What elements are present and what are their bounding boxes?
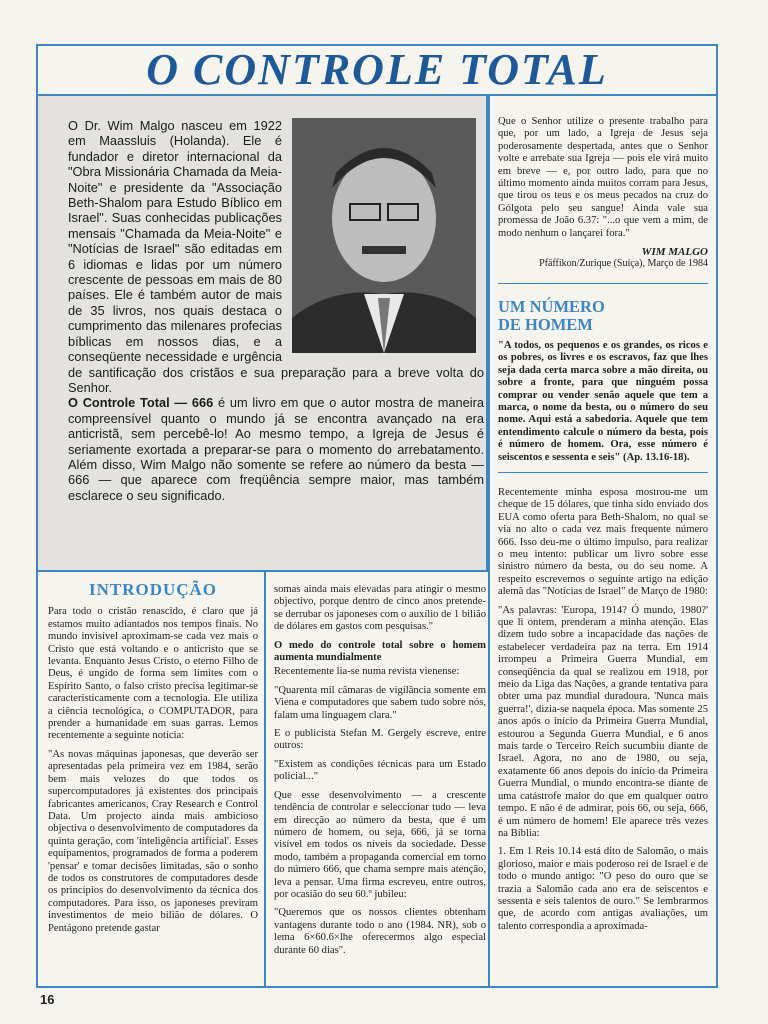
middle-column	[274, 584, 486, 963]
section-rule-2	[498, 472, 708, 473]
page-title: O CONTROLE TOTAL	[146, 44, 608, 94]
column-divider-right	[488, 96, 490, 988]
portrait-image	[292, 118, 476, 353]
bio-box	[38, 96, 488, 572]
author-photo	[292, 118, 476, 353]
intro-title: INTRODUÇÃO	[88, 580, 218, 599]
right-paragraph-4: 1. Em 1 Reis 10.14 está dito de Salomão, o mais glorioso, maior e mais poderoso rei de Israel e de todo o mundo antigo: "O peso do ouro que se trazia a Salomão cada ano era de seiscentos e sessenta e seis talentos de ouro." Se lembrarmos que, de acordo com antigas avaliações, um talento correspondia a aproximada-	[498, 846, 708, 932]
middle-paragraph-5: "Existem as condições técnicas para um Estado policial..."	[274, 758, 486, 783]
right-paragraph-3: "As palavras: 'Europa, 1914? Ó mundo, 1980?' que li ontem, prenderam a minha atenção. Elas dizem tudo sobre a incapacidade das nações de estabelecer verdadeira paz na terra. Em 1914 irrompeu a Primeira Guerra Mundial, em conseqüência da qual se realizou em 1918, por meio da Liga das Nações, a grande tentativa para obter uma paz mundial duradoura. 'Nunca mais guerra!', dizia-se naquela época. Mas somente 25 anos após o início da Primeira Guerra Mundial, estourou a Segunda Guerra Mundial, e 6 anos mais tarde o Terceiro Reich sucumbiu diante de Israel. Agora, no ano de 1980, ou seja, exatamente 66 anos depois do início da Primeira Guerra Mundial, o mundo encontra-se diante de uma catástrofe maior do que em qualquer outro tempo. E não é de admirar, pois 66, ou seja, 666, é um número de homem! Ele aparece três vezes na Bíblia:	[498, 604, 708, 839]
section-title-line-1: UM NÚMERO	[498, 296, 605, 316]
middle-paragraph-3: "Quarenta mil câmaras de vigilância somente em Viena e computadores que sabem tudo sobre nós, falam uma linguagem clara."	[274, 684, 486, 721]
section-rule	[498, 283, 708, 284]
middle-paragraph-4: E o publicista Stefan M. Gergely escreve, entre outros:	[274, 728, 486, 752]
title-band	[36, 44, 718, 96]
intro-paragraph-2: "As novas máquinas japonesas, que deverão ser apresentadas pela primeira vez em 1984, serão bem mais velozes do que todos os supercomputadores já existentes dos principais fabricantes americanos, Cray Research e Control Data. Um projecto ainda mais ambicioso objectiva o desenvolvimento de computadores da quinta geração, com 'inteligência artificial'. Esses equipamentos, programados de forma a poderem 'pensar' e tomar decisões limitadas, são o sonho de todos os construtores de computadores desde os princípios do desenvolvimento da técnica dos computadores. Para isso, os japoneses previram investimentos de meio bilião de dólares. O Pentágono pretende gastar	[48, 748, 258, 934]
book-title: O Controle Total — 666	[68, 395, 214, 411]
section-title-um-numero	[498, 298, 708, 334]
right-paragraph-2: Recentemente minha esposa mostrou-me um cheque de 15 dólares, que tinha sido enviado dos EUA como oferta para Beth-Shalom, no qual se via no alto o cada vez mais frequente número 666. Isso deu-me o último impulso, para realizar o meu intento: publicar um livro sobre esse sinistro número da besta, ou do seu nome. A respeito escrevemos o seguinte artigo na edição alemã das "Notícias de Israel" de Março de 1980:	[498, 486, 708, 598]
column-divider-middle	[264, 572, 266, 988]
bio-paragraph-2-text: é um livro em que o autor mostra de maneira compreensível quanto o mundo já se encontra avançado na era anticristã, sem percebê-lo! Ao mesmo tempo, a Igreja de Jesus é seriamente exortada a preparar-se para o momento do arrebatamento. Além disso, Wim Malgo não somente se refere ao número da besta — 666 — que aparece com freqüência sempre maior, mas também esclarece o seu significado.	[68, 395, 484, 503]
right-paragraph-1: Que o Senhor utilize o presente trabalho para que, por um lado, a Igreja de Jesus seja poderosamente despertada, antes que o Senhor volte e arrebate sua Igreja — pois ele virá muito em breve — e, por outro lado, para que no último momento ainda muitos corram para Jesus, que tirou os teus e os meus pecados na cruz do Gólgota pelo seu sangue! Ainda vale sua promessa de João 6.37: "...o que vem a mim, de modo nenhum o lançarei fora."	[498, 116, 708, 239]
right-column	[498, 116, 708, 939]
middle-subheading: O medo do controle total sobre o homem aumenta mundialmente	[274, 639, 486, 664]
signature: WIM MALGO	[641, 246, 708, 259]
signature-place: Pfäffikon/Zurique (Suíça), Março de 1984	[539, 258, 708, 270]
middle-paragraph-2: Recentemente lia-se numa revista vienense:	[274, 666, 460, 678]
revelation-quote: "A todos, os pequenos e os grandes, os ricos e os pobres, os livres e os escravos, faz que lhes seja dada certa marca sobre a mão direita, ou sobre a fronte, para que ninguém possa comprar ou vender senão aquele que tem a marca, o nome da besta, ou o número do seu nome. Aqui está a sabedoria. Aquele que tem entendimento calcule o número da besta, pois é número de homem. Ora, esse número é seiscentos e sessenta e seis" (Ap. 13.16-18).	[498, 339, 708, 463]
section-title-line-2: DE HOMEM	[498, 314, 593, 334]
middle-paragraph-7: "Queremos que os nossos clientes obtenham vantagens durante todo o ano (1984. NR), sob o lema 6×60.6×lhe oferecermos algo especial durante 60 dias".	[274, 907, 486, 956]
bio-paragraph-2	[68, 395, 484, 503]
middle-paragraph-1: somas ainda mais elevadas para atingir o mesmo objectivo, porque dentro de cinco anos pretende-se derrubar os japoneses com o auxílio de 1 bilião de dólares em gastos com pesquisas."	[274, 584, 486, 633]
bio-paragraph-1: O Dr. Wim Malgo nasceu em 1922 em Maassluis (Holanda). Ele é fundador e diretor internacional da "Obra Missionária Chamada da Meia-Noite" e presidente da "Associação Beth-Shalom para Estudo Bíblico em Israel". Suas conhecidas publicações mensais "Chamada da Meia-Noite" e "Notícias de Israel" são editadas em 6 idiomas e lidas por um número crescente de pessoas em mais de 80 países. Ele é também autor de mais de 35 livros, nos quais destaca o cumprimento das milenares profecias bíblicas em nossos dias, e a conseqüente necessidade e urgência de santificação dos cristãos e sua preparação para a breve volta do Senhor.	[68, 118, 484, 395]
intro-column	[48, 580, 258, 941]
middle-paragraph-6: Que esse desenvolvimento — a crescente tendência de controlar e seleccionar tudo — leva em direcção ao número da besta, que é um número de homem, ou seja, 666, já se torna visível em todos os níveis da sociedade. Desse modo, também a propaganda comercial em torno do número 666, que chama sempre mais atenção, leva a pensar. Uma firma escreveu, entre outros, por ocasião do seu 60.º jubileu:	[274, 789, 486, 900]
bio-text	[68, 118, 484, 503]
intro-paragraph-1: Para todo o cristão renascido, é claro que já estamos muito adiantados nos tempos finais. No mundo invisível aproximam-se cada vez mais o Cristo que está voltando e o anticristo que se levanta. Enquanto Jesus Cristo, o eterno Filho de Deus, é ungido de forma sem limites com o Espírito Santo, o falso cristo precisa legitimar-se caracteristicamente com a tecnologia. Ele utiliza a ciência tecnológica, o COMPUTADOR, para prender a humanidade em suas garras. Lemos recentemente a seguinte notícia:	[48, 606, 258, 742]
page-number: 16	[40, 992, 55, 1007]
